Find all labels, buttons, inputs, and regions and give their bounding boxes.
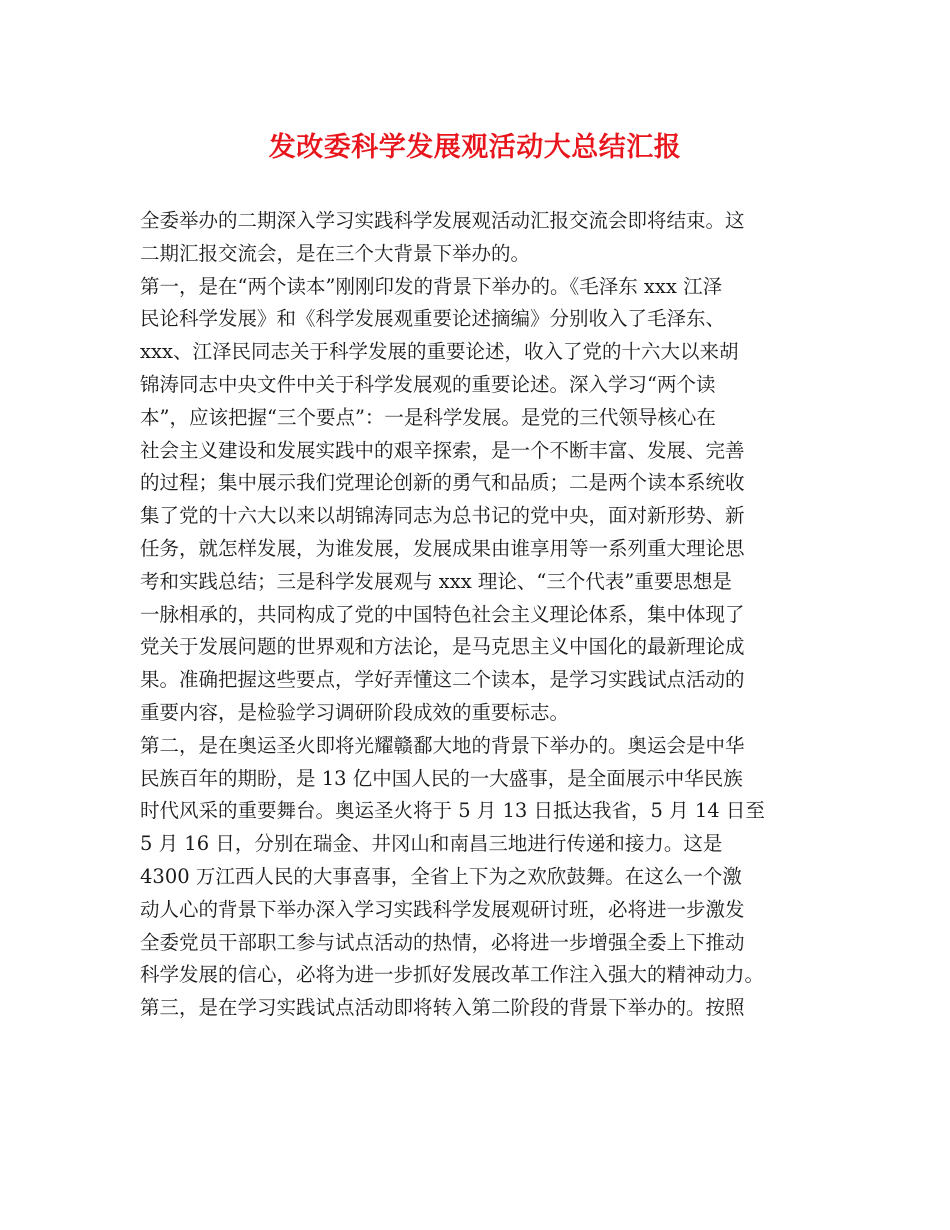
body-line-1: 全委举办的二期深入学习实践科学发展观活动汇报交流会即将结束。这 <box>140 209 745 232</box>
body-line-5: xxx、江泽民同志关于科学发展的重要论述，收入了党的十六大以来胡 <box>140 340 739 364</box>
body-line-22: 动人心的背景下举办深入学习实践科学发展观研讨班，必将进一步激发 <box>140 897 745 921</box>
body-line-3: 第一，是在“两个读本”刚刚印发的背景下举办的。《毛泽东 xxx 江泽 <box>140 274 723 298</box>
body-line-4: 民论科学发展》和《科学发展观重要论述摘编》分别收入了毛泽东、 <box>140 307 726 331</box>
body-line-12: 考和实践总结；三是科学发展观与 xxx 理论、“三个代表”重要思想是 <box>140 569 732 593</box>
body-line-13: 一脉相承的，共同构成了党的中国特色社会主义理论体系，集中体现了 <box>140 602 745 626</box>
body-line-16: 重要内容，是检验学习调研阶段成效的重要标志。 <box>140 700 570 724</box>
body-line-6: 锦涛同志中央文件中关于科学发展观的重要论述。深入学习“两个读 <box>140 372 716 396</box>
body-line-17: 第二，是在奥运圣火即将光耀赣鄱大地的背景下举办的。奥运会是中华 <box>140 733 745 757</box>
body-line-15: 果。准确把握这些要点，学好弄懂这二个读本，是学习实践试点活动的 <box>140 668 745 692</box>
body-line-21: 4300 万江西人民的大事喜事，全省上下为之欢欣鼓舞。在这么一个激 <box>140 864 742 888</box>
body-line-23: 全委党员干部职工参与试点活动的热情，必将进一步增强全委上下推动 <box>140 930 745 954</box>
body-line-9: 的过程；集中展示我们党理论创新的勇气和品质；二是两个读本系统收 <box>140 471 745 495</box>
body-line-11: 任务，就怎样发展，为谁发展，发展成果由谁享用等一系列重大理论思 <box>140 536 745 560</box>
body-line-14: 党关于发展问题的世界观和方法论，是马克思主义中国化的最新理论成 <box>140 635 745 659</box>
body-line-8: 社会主义建设和发展实践中的艰辛探索，是一个不断丰富、发展、完善 <box>140 438 745 462</box>
body-line-7: 本”，应该把握“三个要点”：一是科学发展。是党的三代领导核心在 <box>140 405 716 429</box>
document-title: 发改委科学发展观活动大总结汇报 <box>268 132 682 163</box>
body-line-20: 5 月 16 日，分别在瑞金、井冈山和南昌三地进行传递和接力。这是 <box>140 832 723 856</box>
body-line-10: 集了党的十六大以来以胡锦涛同志为总书记的党中央，面对新形势、新 <box>140 504 745 528</box>
body-line-25: 第三，是在学习实践试点活动即将转入第二阶段的背景下举办的。按照 <box>140 996 745 1020</box>
body-line-18: 民族百年的期盼，是 13 亿中国人民的一大盛事，是全面展示中华民族 <box>140 766 743 790</box>
document-body <box>140 205 820 1025</box>
body-line-2: 二期汇报交流会，是在三个大背景下举办的。 <box>140 241 531 265</box>
body-line-19: 时代风采的重要舞台。奥运圣火将于 5 月 13 日抵达我省，5 月 14 日至 <box>140 799 765 823</box>
body-line-24: 科学发展的信心，必将为进一步抓好发展改革工作注入强大的精神动力。 <box>140 963 765 987</box>
